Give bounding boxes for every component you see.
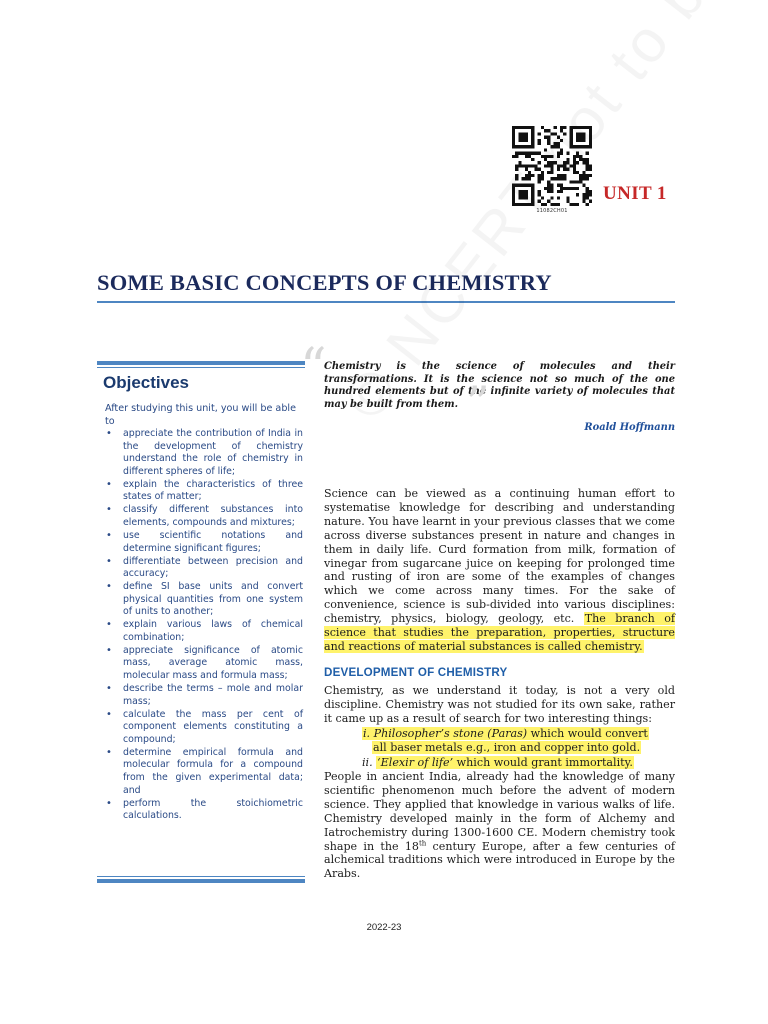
intro-text: Science can be viewed as a continuing human effort to systematise knowledge for describing and understanding nature. You have learnt in your previous classes that we come across diverse substances present in nature and changes in them in daily life. Curd formation from milk, formation of vinegar from sugarcane juice on keeping for prolonged time and rusting of iron are some of the examples of changes which we come across many times. For the sake of convenience, science is sub-divided into various disciplines: chemistry, physics, biology, geology, etc. <box>324 487 675 626</box>
objective-text: describe the terms – mole and molar mass; <box>123 683 303 707</box>
development-paragraph: Chemistry, as we understand it today, is not a very old discipline. Chemistry was not studied for its own sake, rather it came up as a result of search for two interesting things: <box>324 684 675 725</box>
list-item-continued <box>372 741 675 755</box>
bullet-icon: • <box>106 746 112 758</box>
objective-item <box>105 504 303 529</box>
objective-text: define SI base units and convert physical quantities from one system of units to another; <box>123 581 303 618</box>
bullet-icon: • <box>106 708 112 720</box>
objective-text: differentiate between precision and accuracy; <box>123 555 303 580</box>
chapter-title: SOME BASIC CONCEPTS OF CHEMISTRY <box>97 270 552 295</box>
objective-item <box>105 428 303 478</box>
objective-text: determine empirical formula and molecular formula for a compound from the given experimental data; and <box>123 746 303 796</box>
objectives-top-rule <box>97 361 305 365</box>
quote-text: Chemistry is the science of molecules and their transformations. It is the science not so much of the one hundred elements but of the infinite variety of molecules that may be built from them. <box>324 361 675 410</box>
objective-item <box>105 619 303 644</box>
highlighted-definition: The branch of science that studies the preparation, properties, structure and reactions of material substances is called chemistry. <box>324 612 675 653</box>
list-item <box>362 756 675 770</box>
objectives-top-rule-thin <box>97 367 305 368</box>
objective-text: appreciate significance of atomic mass, average atomic mass, molecular mass and formula mass; <box>123 644 303 682</box>
bullet-icon: • <box>106 504 112 516</box>
bullet-icon: • <box>106 529 112 541</box>
bullet-icon: • <box>106 644 112 656</box>
history-text: People in ancient India, already had the knowledge of many scientific phenomenon much before the advent of modern science. They applied that knowledge in various walks of life. Chemistry developed mainly in the form of Alchemy and Iatrochemistry during 1300-1600 CE. Modern chemistry took shape in the 18 <box>324 770 675 853</box>
bullet-icon: • <box>106 797 112 809</box>
item-term: ‘Elexir of life’ <box>377 756 454 769</box>
close-quote-mark: ” <box>466 376 490 430</box>
item-text: which would convert <box>527 727 648 740</box>
list-item <box>362 727 675 741</box>
bullet-icon: • <box>106 581 112 593</box>
page-footer-year: 2022-23 <box>366 922 402 933</box>
objective-item <box>105 709 303 747</box>
history-text-cont: century Europe, after a few centuries of alchemical traditions which were introduced in Europe by the Arabs. <box>324 839 675 881</box>
item-text: which would grant immortality. <box>453 756 633 769</box>
objective-item <box>105 683 303 708</box>
objective-item <box>105 581 303 619</box>
objective-item <box>105 479 303 504</box>
objective-text: calculate the mass per cent of component elements constituting a compound; <box>123 708 303 745</box>
history-paragraph <box>324 770 675 881</box>
objective-item <box>105 747 303 797</box>
objectives-list <box>105 428 303 823</box>
objective-text: classify different substances into elements, compounds and mixtures; <box>123 504 303 528</box>
objectives-heading: Objectives <box>103 373 189 392</box>
quote-author: Roald Hoffmann <box>584 422 675 433</box>
bullet-icon: • <box>106 619 112 631</box>
item-term: Philosopher’s stone (Paras) <box>373 727 528 740</box>
section-heading: DEVELOPMENT OF CHEMISTRY <box>324 666 508 679</box>
objective-text: explain the characteristics of three states of matter; <box>123 478 303 503</box>
item-number: i. <box>363 727 371 740</box>
objectives-intro: After studying this unit, you will be able to <box>105 403 296 427</box>
intro-paragraph <box>324 487 675 654</box>
objective-item <box>105 556 303 581</box>
objective-text: appreciate the contribution of India in the development of chemistry understand the role of chemistry in different spheres of life; <box>123 428 303 477</box>
open-quote-mark: “ <box>300 338 327 398</box>
bullet-icon: • <box>106 683 112 694</box>
objective-item <box>105 530 303 555</box>
bullet-icon: • <box>106 428 112 439</box>
objectives-bottom-rule-thin <box>97 876 305 877</box>
objective-item <box>105 645 303 683</box>
objective-text: perform the stoichiometric calculations. <box>123 797 303 822</box>
objectives-bottom-rule <box>97 879 305 883</box>
title-divider <box>97 301 675 303</box>
qr-code-id: 11082CH01 <box>536 208 568 214</box>
bullet-icon: • <box>106 478 112 490</box>
unit-label: UNIT 1 <box>603 183 667 204</box>
item-text: all baser metals e.g., iron and copper into gold. <box>373 741 641 754</box>
item-number: ii. <box>362 756 373 769</box>
bullet-icon: • <box>106 555 112 567</box>
objective-text: use scientific notations and determine significant figures; <box>123 529 303 554</box>
objective-text: explain various laws of chemical combination; <box>123 619 303 643</box>
objective-item <box>105 798 303 823</box>
superscript: th <box>418 838 427 847</box>
